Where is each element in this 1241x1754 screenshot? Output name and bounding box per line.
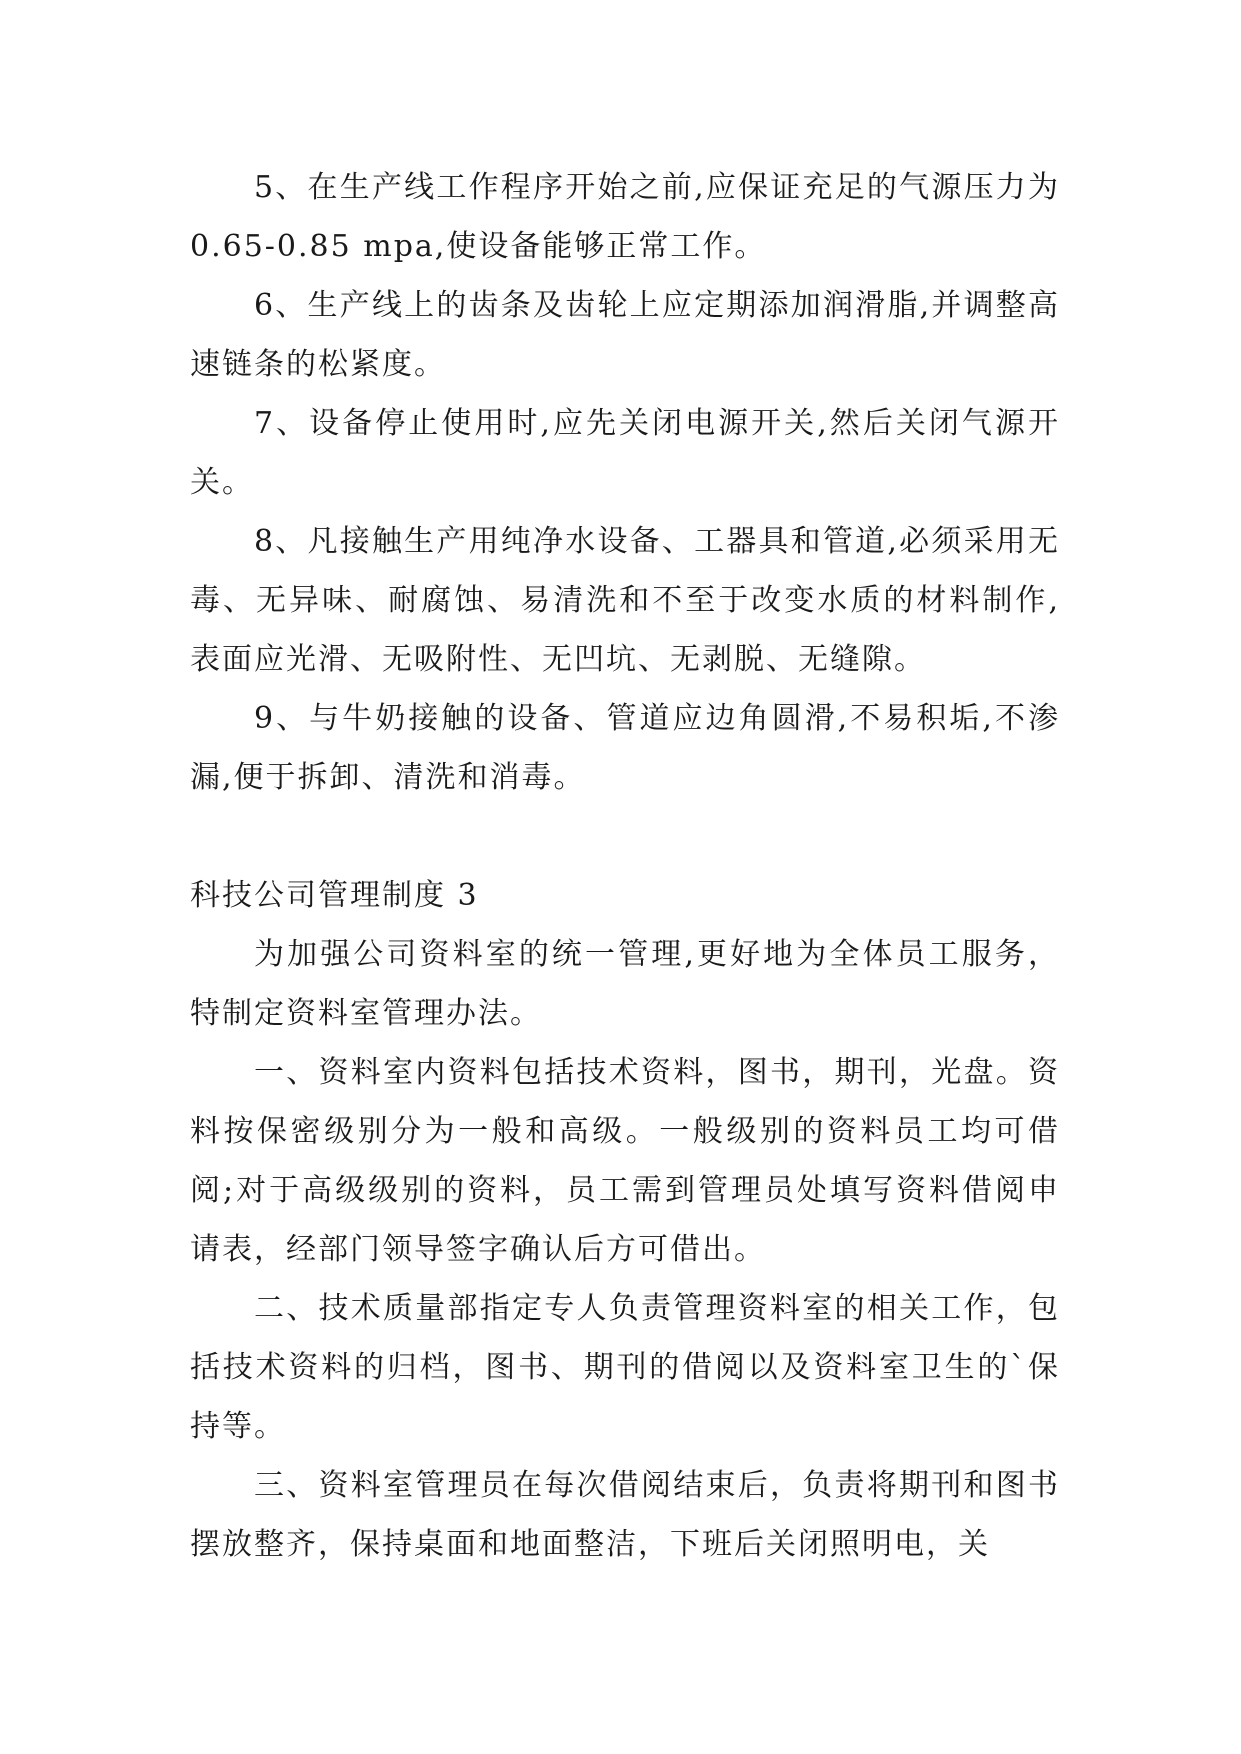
section-title: 科技公司管理制度 3 bbox=[190, 878, 479, 913]
paragraph-clause-2: 二、技术质量部指定专人负责管理资料室的相关工作，包括技术资料的归档，图书、期刊的借阅以及资料室卫生的`保持等。 bbox=[190, 1291, 1060, 1444]
paragraph-clause-3: 三、资料室管理员在每次借阅结束后，负责将期刊和图书摆放整齐，保持桌面和地面整洁，下班后关闭照明电，关 bbox=[190, 1468, 1060, 1562]
paragraph-clause-1: 一、资料室内资料包括技术资料，图书，期刊，光盘。资料按保密级别分为一般和高级。一般级别的资料员工均可借阅;对于高级级别的资料，员工需到管理员处填写资料借阅申请表，经部门领导签字确认后方可借出。 bbox=[190, 1055, 1060, 1267]
document-body bbox=[190, 158, 1060, 1574]
paragraph-item-9: 9、与牛奶接触的设备、管道应边角圆滑,不易积垢,不渗漏,便于拆卸、清洗和消毒。 bbox=[190, 701, 1060, 795]
paragraph-item-7: 7、设备停止使用时,应先关闭电源开关,然后关闭气源开关。 bbox=[190, 406, 1060, 500]
paragraph-intro: 为加强公司资料室的统一管理,更好地为全体员工服务，特制定资料室管理办法。 bbox=[190, 937, 1060, 1031]
section-spacer bbox=[190, 807, 1060, 866]
paragraph-item-8: 8、凡接触生产用纯净水设备、工器具和管道,必须采用无毒、无异味、耐腐蚀、易清洗和不至于改变水质的材料制作,表面应光滑、无吸附性、无凹坑、无剥脱、无缝隙。 bbox=[190, 524, 1060, 677]
paragraph-item-5: 5、在生产线工作程序开始之前,应保证充足的气源压力为 0.65-0.85 mpa,使设备能够正常工作。 bbox=[190, 170, 1060, 264]
paragraph-item-6: 6、生产线上的齿条及齿轮上应定期添加润滑脂,并调整高速链条的松紧度。 bbox=[190, 288, 1060, 382]
